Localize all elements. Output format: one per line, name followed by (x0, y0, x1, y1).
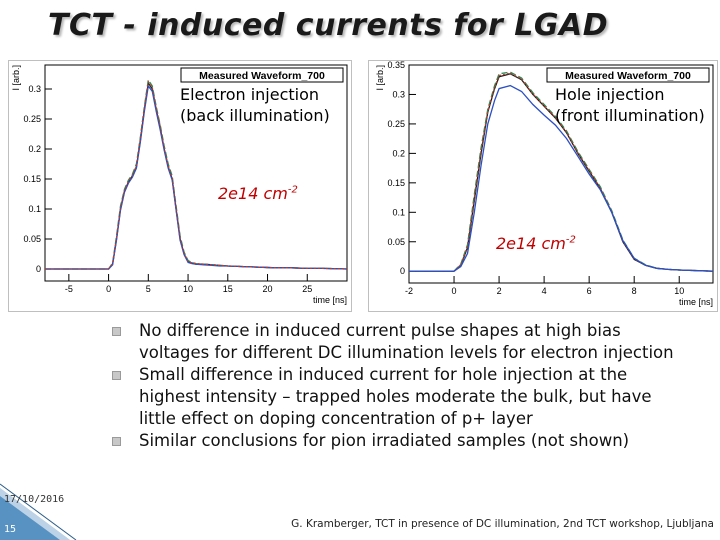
y-tick-label: 0.2 (392, 148, 405, 159)
bullet-square-icon (112, 371, 121, 380)
electron-fluence-exponent: -2 (287, 184, 298, 196)
bullet-item (112, 430, 692, 452)
x-tick-label: 10 (674, 286, 685, 296)
slide-title: TCT - induced currents for LGAD (48, 8, 609, 43)
y-tick-label: 0.35 (387, 61, 405, 70)
bullet-item (112, 364, 692, 430)
electron-fluence-value: 2e14 cm (218, 184, 288, 203)
x-axis-label: time [ns] (312, 295, 347, 305)
bullet-square-icon (112, 437, 121, 446)
y-axis-label: I [arb.] (11, 65, 21, 91)
y-tick-label: 0.05 (387, 236, 405, 247)
bullet-text: No difference in induced current pulse shapes at high bias voltages for different DC illumination levels for electron injection (139, 321, 674, 362)
y-tick-label: 0.25 (23, 114, 41, 124)
x-tick-label: 5 (145, 284, 151, 294)
x-tick-label: 15 (222, 284, 233, 294)
y-tick-label: 0.1 (28, 204, 41, 214)
y-axis-label: I [arb.] (375, 65, 385, 91)
slide-page-number: 15 (4, 524, 17, 535)
y-tick-label: 0.25 (387, 118, 405, 129)
y-tick-label: 0.3 (392, 89, 405, 100)
bullet-text: Small difference in induced current for hole injection at the highest intensity – trapped holes moderate the bulk, but have little effect on doping concentration of p+ layer (139, 365, 652, 428)
hole-injection-annotation (555, 84, 705, 126)
slide-footer: G. Kramberger, TCT in presence of DC illumination, 2nd TCT workshop, Ljubljana (291, 518, 714, 530)
y-tick-label: 0.2 (28, 144, 41, 154)
electron-fluence-label (218, 184, 298, 203)
back-illumination-label: (back illumination) (180, 106, 330, 125)
y-tick-label: 0.15 (387, 177, 405, 188)
electron-injection-annotation (180, 84, 330, 126)
y-tick-label: 0.15 (23, 174, 41, 184)
x-tick-label: 4 (541, 286, 547, 296)
front-illumination-label: (front illumination) (555, 106, 705, 125)
bullet-item (112, 320, 692, 364)
x-tick-label: 8 (631, 286, 637, 296)
x-tick-label: 0 (106, 284, 112, 294)
x-tick-label: -2 (404, 286, 414, 296)
slide-date: 17/10/2016 (4, 494, 65, 505)
x-tick-label: 0 (451, 286, 457, 296)
x-axis-label: time [ns] (678, 297, 713, 307)
bullet-text: Similar conclusions for pion irradiated samples (not shown) (139, 431, 630, 450)
hole-injection-label: Hole injection (555, 85, 665, 104)
bullet-list (112, 320, 692, 452)
hole-fluence-exponent: -2 (565, 234, 576, 246)
x-tick-label: 20 (262, 284, 273, 294)
x-tick-label: 10 (183, 284, 194, 294)
x-tick-label: 25 (302, 284, 313, 294)
chart-title: Measured Waveform_700 (199, 70, 325, 82)
bullet-square-icon (112, 327, 121, 336)
hole-fluence-value: 2e14 cm (496, 234, 566, 253)
x-tick-label: -5 (64, 284, 73, 294)
electron-injection-label: Electron injection (180, 85, 320, 104)
y-tick-label: 0 (35, 264, 41, 274)
x-tick-label: 2 (496, 286, 502, 296)
y-tick-label: 0.3 (28, 84, 41, 94)
y-tick-label: 0.1 (392, 207, 405, 218)
y-tick-label: 0.05 (23, 234, 41, 244)
x-tick-label: 6 (586, 286, 592, 296)
chart-title: Measured Waveform_700 (565, 70, 691, 82)
hole-fluence-label (496, 234, 576, 253)
y-tick-label: 0 (399, 266, 405, 277)
